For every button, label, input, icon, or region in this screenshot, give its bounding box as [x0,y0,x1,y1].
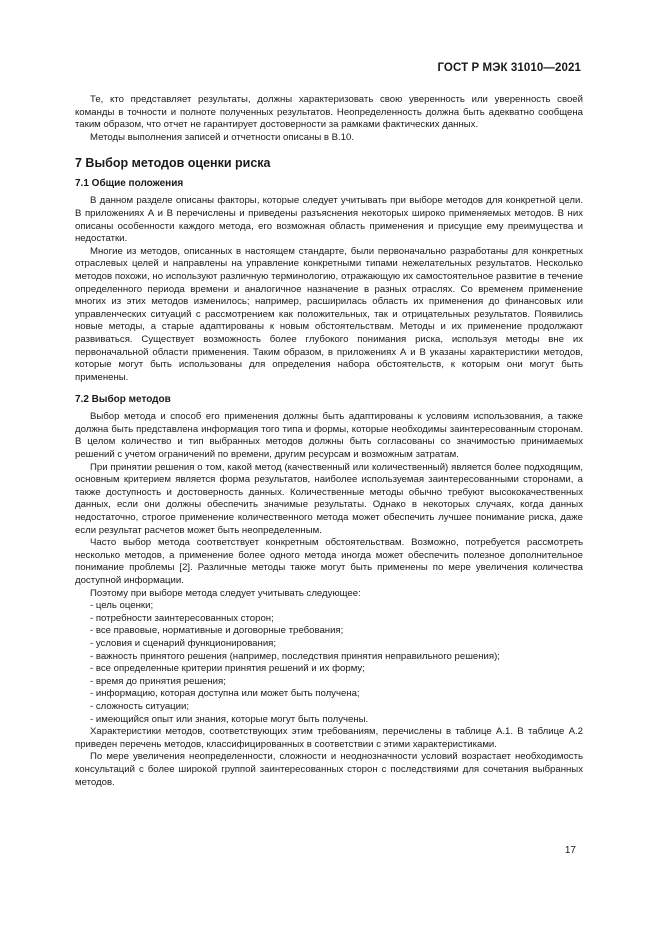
list-item: - все определенные критерии принятия решений и их форму; [90,663,365,675]
subsection-heading: 7.2 Выбор методов [75,394,171,406]
body-paragraph: Часто выбор метода соответствует конкретным обстоятельствам. Возможно, потребуется рассмотреть несколько методов, а применение более одного метода иногда может обеспечить полезное дополнительное понимание проблемы [2]. Различные методы также могут быть применены по мере увеличения количества доступной информации. [75,537,583,586]
list-item: - цель оценки; [90,600,154,612]
page-content [75,94,583,789]
body-paragraph: Поэтому при выборе метода следует учитывать следующее: [90,587,361,599]
body-paragraph: По мере увеличения неопределенности, сложности и неоднозначности условий возрастает необходимость консультаций с более широкой группой заинтересованных сторон с последствиями для сочетания выбранных методов. [75,751,583,788]
section-heading: 7 Выбор методов оценки риска [75,156,271,171]
criteria-list [75,600,583,726]
page-number: 17 [564,845,576,856]
standard-header: ГОСТ Р МЭК 31010—2021 [437,62,581,74]
body-paragraph: Характеристики методов, соответствующих этим требованиям, перечислены в таблице А.1. В таблице А.2 приведен перечень методов, классифицированных в соответствии с этими характеристиками. [75,726,583,750]
list-item: - все правовые, нормативные и договорные требования; [90,625,344,637]
subsection-heading: 7.1 Общие положения [75,178,184,190]
list-item: - время до принятия решения; [90,675,226,687]
list-item: - информацию, которая доступна или может быть получена; [90,688,360,700]
intro-paragraph: Методы выполнения записей и отчетности описаны в В.10. [90,131,355,143]
list-item: - важность принятого решения (например, последствия принятия неправильного решения); [90,650,500,662]
list-item: - сложность ситуации; [90,700,190,712]
body-paragraph: Выбор метода и способ его применения должны быть адаптированы к условиям использования, а также должна быть представлена информация того типа и формы, которые необходимы заинтересованным сторонам. В целом количество и тип выбранных методов должны быть согласованы со значимостью принимаемых решений с учетом ограничений по времени, другим ресурсам и возможным затратам. [75,411,583,461]
list-item: - имеющийся опыт или знания, которые могут быть получены. [90,713,369,725]
body-paragraph: Многие из методов, описанных в настоящем стандарте, были первоначально разработаны для конкретных отраслевых целей и направлены на управление конкретными типами нежелательных результатов. Несколько методов похожи, но используют различную терминологию, отражающую их самостоятельное развитие в течение определенного периода времени и аналогичное назначение в разных отраслях. Со временем применение многих из этих методов изменилось; например, расширилась область их применения до финансовых или управленческих ситуаций с рассмотрением как положительных, так и отрицательных результатов. Появились новые методы, а старые адаптированы к новым обстоятельствам. Методы и их применение продолжают развиваться. Существует возможность более глубокого понимания риска, используя методы вне их первоначальной области применения. Таким образом, в приложениях А и В указаны характеристики методов, которые могут быть использованы для определения набора обстоятельств, к которым они могут быть применены. [75,245,583,383]
body-paragraph: При принятии решения о том, какой метод (качественный или количественный) является более подходящим, основным критерием является форма результатов, наиболее используемая заинтересованными сторонами, а также доступность и достоверность данных. Количественные методы обычно требуют высококачественных данных, если они должны обеспечить значимые результаты. Однако в некоторых случаях, когда данных недостаточно, строгое применение количественного метода может обеспечить лучшее понимание риска, даже если результат расчетов может быть неопределенным. [75,461,583,536]
body-paragraph: В данном разделе описаны факторы, которые следует учитывать при выборе методов для конкретной цели. В приложениях А и В перечислены и приведены разъяснения некоторых широко применяемых методов. В них описаны особенности каждого метода, его возможная область применения и присущие ему преимущества и недостатки. [75,195,583,245]
intro-paragraph: Те, кто представляет результаты, должны характеризовать свою уверенность или уверенность своей команды в точности и полноте полученных результатов. Неопределенность должна быть адекватно сообщена таким образом, что отчет не гарантирует достоверности за рамками фактических данных. [75,94,583,131]
list-item: - потребности заинтересованных сторон; [90,612,274,624]
list-item: - условия и сценарий функционирования; [90,637,277,649]
